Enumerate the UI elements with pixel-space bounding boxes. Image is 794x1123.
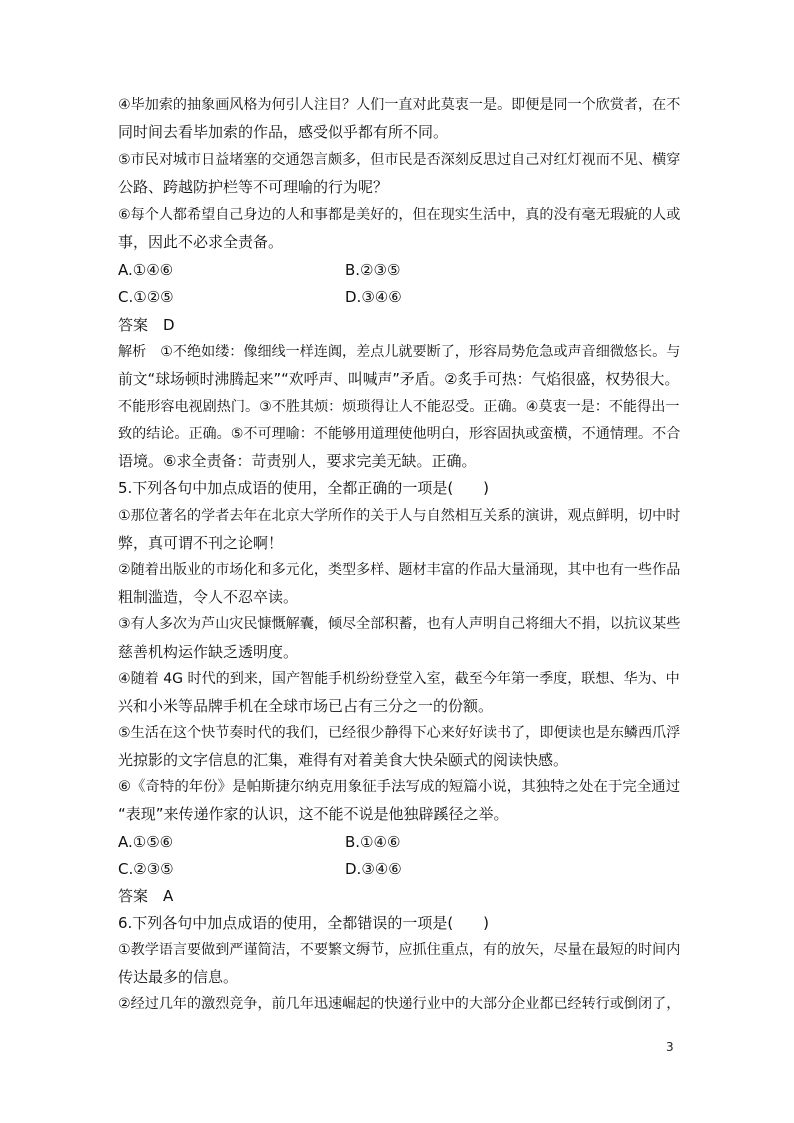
text-line: ④随着 4G 时代的到来，国产智能手机纷纷登堂入室，截至今年第一季度，联想、华为、中 bbox=[118, 671, 680, 687]
answer-line: 答案 A bbox=[118, 887, 174, 905]
text-line: 粗制滥造，令人不忍卒读。 bbox=[118, 588, 299, 606]
text-line: ②随着出版业的市场化和多元化，类型多样、题材丰富的作品大量涌现，其中也有一些作品 bbox=[118, 562, 681, 578]
option-b: B.②③⑤ bbox=[345, 261, 401, 279]
text-line: 公路、跨越防护栏等不可理喻的行为呢？ bbox=[118, 178, 389, 196]
text-line: ⑥《奇特的年份》是帕斯捷尔纳克用象征手法写成的短篇小说，其独特之处在于完全通过 bbox=[118, 779, 681, 795]
text-line: 事，因此不必求全责备。 bbox=[118, 233, 284, 251]
text-line: 兴和小米等品牌手机在全球市场已占有三分之一的份额。 bbox=[118, 697, 494, 715]
option-a: A.①④⑥ bbox=[118, 261, 174, 279]
page-number: 3 bbox=[666, 1040, 674, 1054]
option-c: C.②③⑤ bbox=[118, 860, 174, 878]
question-title: 5.下列各句中加点成语的使用，全都正确的一项是( ) bbox=[118, 479, 490, 497]
answer-line: 答案 D bbox=[118, 316, 175, 334]
question-title: 6.下列各句中加点成语的使用，全都错误的一项是( ) bbox=[118, 914, 490, 932]
text-line: 同时间去看毕加索的作品，感受似乎都有所不同。 bbox=[118, 123, 449, 141]
text-line: 慈善机构运作缺乏透明度。 bbox=[118, 643, 299, 661]
text-line: 光掠影的文字信息的汇集，难得有对着美食大快朵颐式的阅读快感。 bbox=[118, 751, 569, 769]
option-d: D.③④⑥ bbox=[345, 288, 402, 306]
option-c: C.①②⑤ bbox=[118, 288, 174, 306]
text-line: ④毕加索的抽象画风格为何引人注目？人们一直对此莫衷一是。即便是同一个欣赏者，在不 bbox=[118, 97, 681, 113]
text-line: ①教学语言要做到严谨简洁，不要繁文缛节，应抓住重点，有的放矢，尽量在最短的时间内 bbox=[118, 942, 681, 958]
analysis-line: 前文“球场顿时沸腾起来”“欢呼声、叫喊声”矛盾。②炙手可热：气焰很盛，权势很大。 bbox=[118, 371, 680, 388]
option-d: D.③④⑥ bbox=[345, 860, 402, 878]
text-line: “表现”来传递作家的认识，这不能不说是他独辟蹊径之举。 bbox=[118, 805, 509, 823]
analysis-line: 不能形容电视剧热门。③不胜其烦：烦琐得让人不能忍受。正确。④莫衷一是：不能得出一 bbox=[118, 399, 680, 415]
text-line: ⑤生活在这个快节奏时代的我们，已经很少静得下心来好好读书了，即便读也是东鳞西爪浮 bbox=[118, 725, 681, 741]
option-a: A.①⑤⑥ bbox=[118, 833, 174, 851]
text-line: 弊，真可谓不刊之论啊！ bbox=[118, 534, 284, 552]
analysis-line: 解析 ①不绝如缕：像细线一样连阗，差点儿就要断了，形容局势危急或声音细微悠长。与 bbox=[118, 344, 681, 360]
text-line: ①那位著名的学者去年在北京大学所作的关于人与自然相互关系的演讲，观点鲜明，切中时 bbox=[118, 508, 681, 524]
option-b: B.①④⑥ bbox=[345, 833, 401, 851]
text-line: 传达最多的信息。 bbox=[118, 968, 239, 986]
text-line: ⑥每个人都希望自己身边的人和事都是美好的，但在现实生活中，真的没有毫无瑕疵的人或 bbox=[118, 207, 681, 223]
text-line: ③有人多次为芦山灾民慷慨解囊，倾尽全部积蓄，也有人声明自己将细大不捐，以抗议某些 bbox=[118, 616, 681, 632]
text-line: ②经过几年的激烈竞争，前几年迅速崛起的快递行业中的大部分企业都已经转行或倒闭了， bbox=[118, 996, 681, 1012]
analysis-line: 语境。⑥求全责备：苛责别人，要求完美无缺。正确。 bbox=[118, 452, 477, 470]
text-line: ⑤市民对城市日益堵塞的交通怨言颇多，但市民是否深刻反思过自己对红灯视而不见、横穿 bbox=[118, 152, 681, 168]
analysis-line: 致的结论。正确。⑤不可理喻：不能够用道理使他明白，形容固执或蛮横，不通情理。不合 bbox=[118, 426, 681, 442]
